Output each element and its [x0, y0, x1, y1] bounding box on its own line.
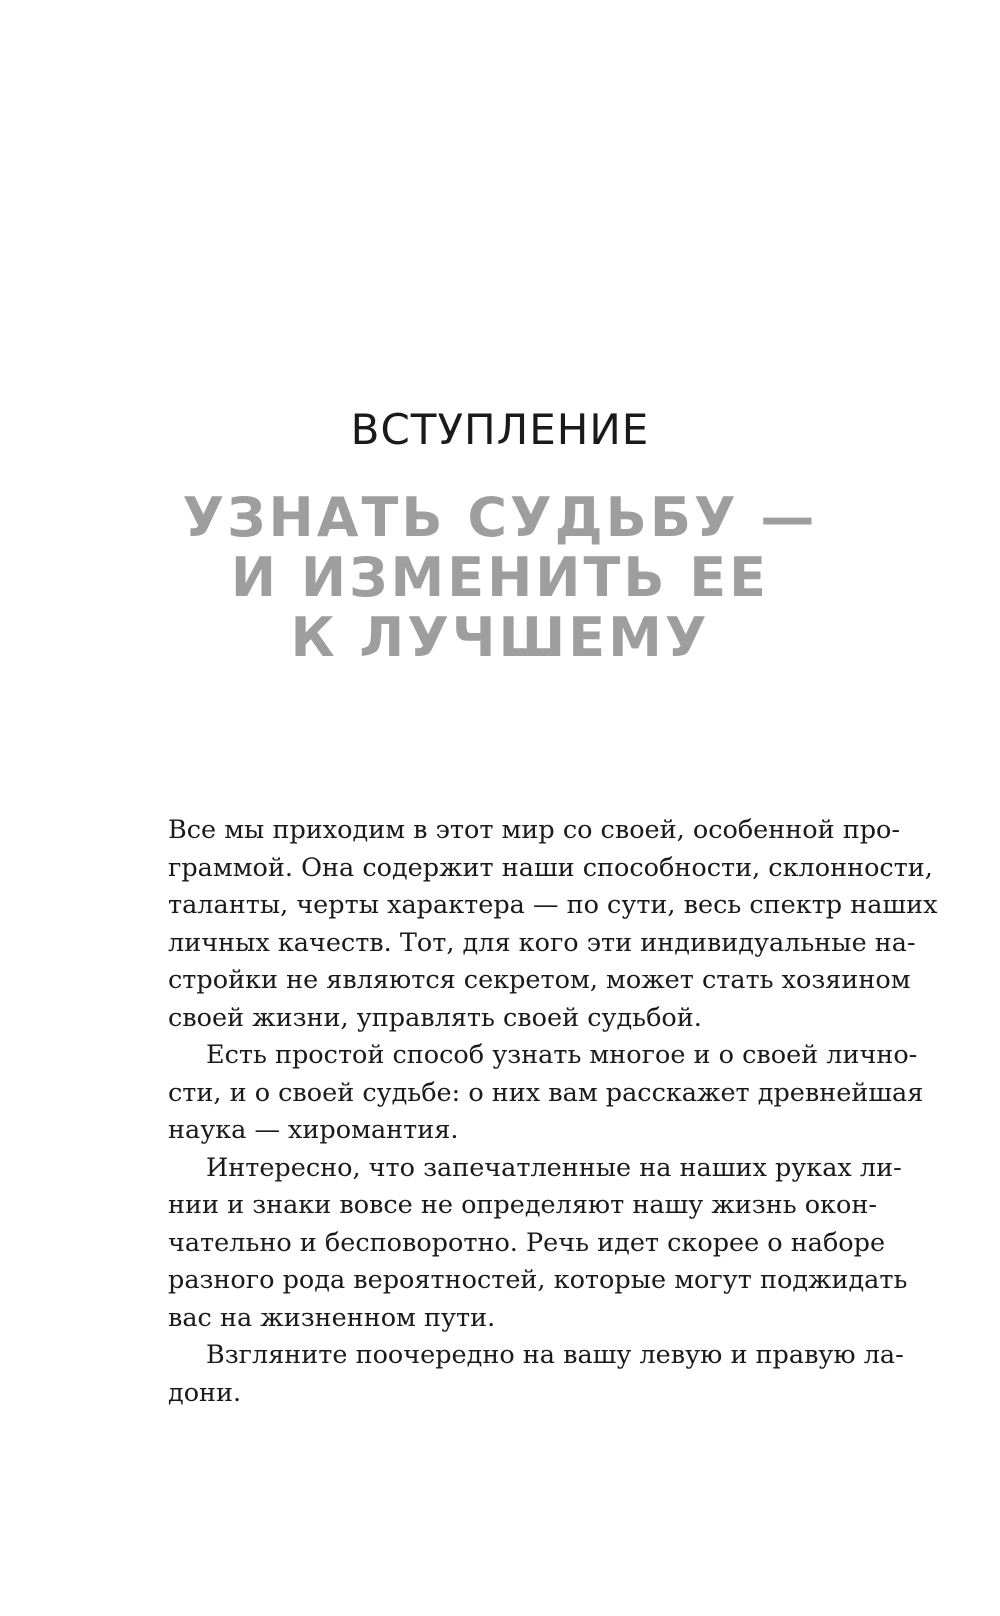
- text-line: нии и знаки вовсе не определяют нашу жизнь окон-: [168, 1190, 877, 1220]
- text-line: личных качеств. Тот, для кого эти индивидуальные на-: [168, 927, 916, 958]
- text-line: Есть простой способ узнать многое и о своей лично-: [206, 1040, 918, 1070]
- text-line: дони.: [168, 1377, 242, 1408]
- text-line: Все мы приходим в этот мир со своей, особенной про-: [168, 815, 901, 845]
- text-line: чательно и бесповоротно. Речь идет скорее о наборе: [168, 1227, 886, 1258]
- body-text: [168, 812, 938, 1412]
- text-line: разного рода вероятностей, которые могут поджидать: [168, 1265, 908, 1295]
- text-line: сти, и о своей судьбе: о них вам расскажет древнейшая: [168, 1077, 924, 1108]
- text-line: таланты, черты характера — по сути, весь спектр наших: [168, 890, 938, 920]
- text-line: Взгляните поочередно на вашу левую и правую ла-: [206, 1340, 904, 1370]
- text-line: наука — хиромантия.: [168, 1115, 459, 1145]
- text-line: своей жизни, управлять своей судьбой.: [168, 1002, 702, 1033]
- text-line: Интересно, что запечатленные на наших руках ли-: [206, 1152, 902, 1183]
- chapter-title: [0, 488, 1000, 668]
- text-line: стройки не являются секретом, может стать хозяином: [168, 965, 911, 995]
- chapter-title-line: И ИЗМЕНИТЬ ЕЕ: [230, 546, 770, 609]
- text-line: граммой. Она содержит наши способности, склонности,: [168, 852, 933, 883]
- chapter-title-line: К ЛУЧШЕМУ: [290, 606, 710, 669]
- chapter-label: ВСТУПЛЕНИЕ: [350, 405, 650, 454]
- text-line: вас на жизненном пути.: [168, 1302, 496, 1333]
- chapter-title-line: УЗНАТЬ СУДЬБУ —: [182, 486, 818, 549]
